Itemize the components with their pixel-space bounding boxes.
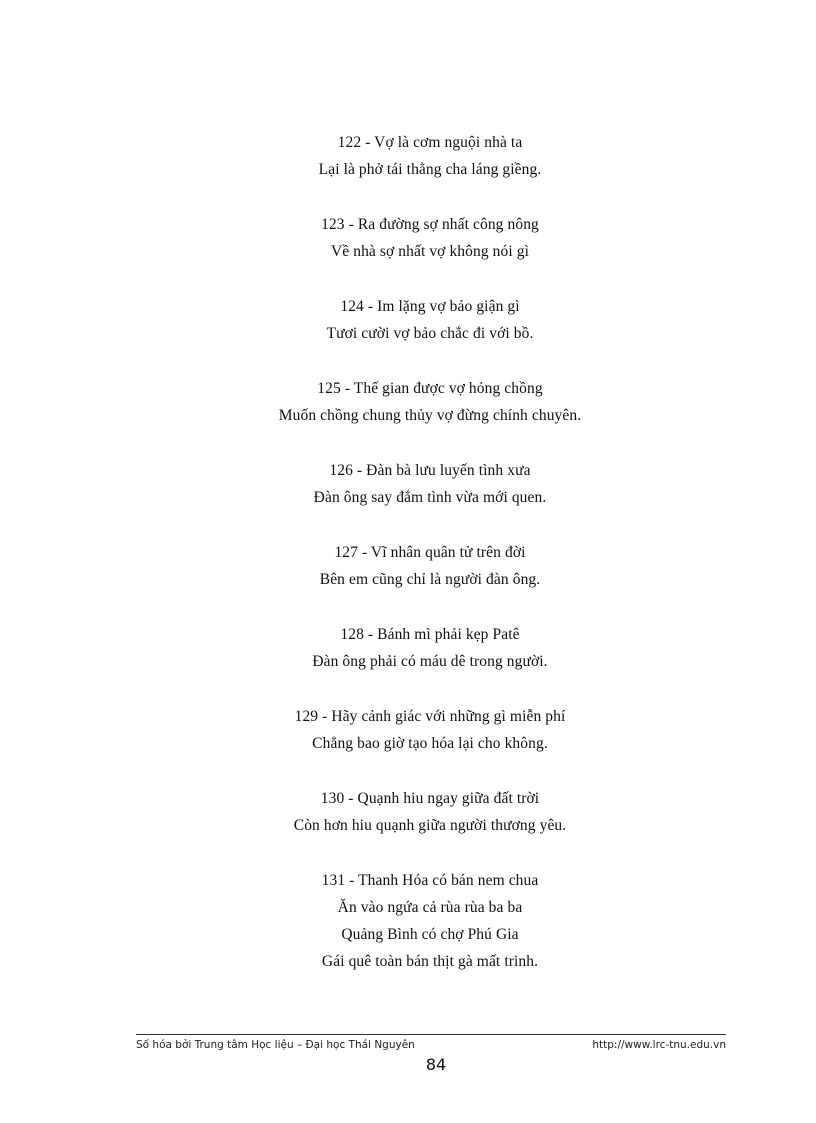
verse-123 [0, 211, 816, 265]
verse-line: Muốn chồng chung thủy vợ đừng chính chuyên. [278, 407, 582, 424]
verse-line: 126 - Đàn bà lưu luyến tình xưa [329, 462, 531, 479]
verse-line: Bên em cũng chỉ là người đàn ông. [319, 571, 541, 588]
footer-credit: Số hóa bởi Trung tâm Học liệu – Đại học Thái Nguyên [136, 1039, 415, 1051]
footer-url[interactable]: http://www.lrc-tnu.edu.vn [592, 1039, 726, 1051]
verse-line: 127 - Vĩ nhân quân tử trên đời [334, 544, 526, 561]
verse-line: 125 - Thế gian được vợ hỏng chồng [317, 380, 543, 397]
verse-127 [0, 539, 816, 593]
verse-line: 130 - Quạnh hiu ngay giữa đất trời [320, 790, 540, 807]
verse-line: 123 - Ra đường sợ nhất công nông [321, 216, 539, 233]
verse-list [0, 129, 816, 1003]
verse-line: Quảng Bình có chợ Phú Gia [341, 926, 519, 943]
verse-line: Còn hơn hiu quạnh giữa người thương yêu. [293, 817, 567, 834]
page-number: 84 [425, 1055, 447, 1074]
verse-line: Ăn vào ngứa cả rùa rùa ba ba [337, 899, 523, 916]
verse-line: Tươi cười vợ bảo chắc đi với bồ. [326, 325, 534, 342]
verse-line: 128 - Bánh mì phải kẹp Patê [340, 626, 520, 643]
verse-line: Đàn ông phải có máu dê trong người. [312, 653, 548, 670]
verse-line: 129 - Hãy cảnh giác với những gì miễn phí [294, 708, 566, 725]
verse-line: 122 - Vợ là cơm nguội nhà ta [337, 134, 523, 151]
verse-128 [0, 621, 816, 675]
verse-line: Đàn ông say đắm tình vừa mới quen. [313, 489, 547, 506]
verse-line: Chẳng bao giờ tạo hóa lại cho không. [312, 735, 548, 752]
verse-131 [0, 867, 816, 975]
verse-129 [0, 703, 816, 757]
verse-line: Lại là phở tái thằng cha láng giềng. [318, 161, 542, 178]
verse-122 [0, 129, 816, 183]
verse-130 [0, 785, 816, 839]
verse-125 [0, 375, 816, 429]
verse-line: 124 - Im lặng vợ bảo giận gì [340, 298, 520, 315]
verse-line: 131 - Thanh Hóa có bán nem chua [321, 872, 539, 889]
footer-divider [136, 1034, 726, 1035]
verse-line: Về nhà sợ nhất vợ không nói gì [330, 243, 530, 260]
verse-line: Gái quê toàn bán thịt gà mất trinh. [321, 953, 539, 970]
verse-126 [0, 457, 816, 511]
verse-124 [0, 293, 816, 347]
